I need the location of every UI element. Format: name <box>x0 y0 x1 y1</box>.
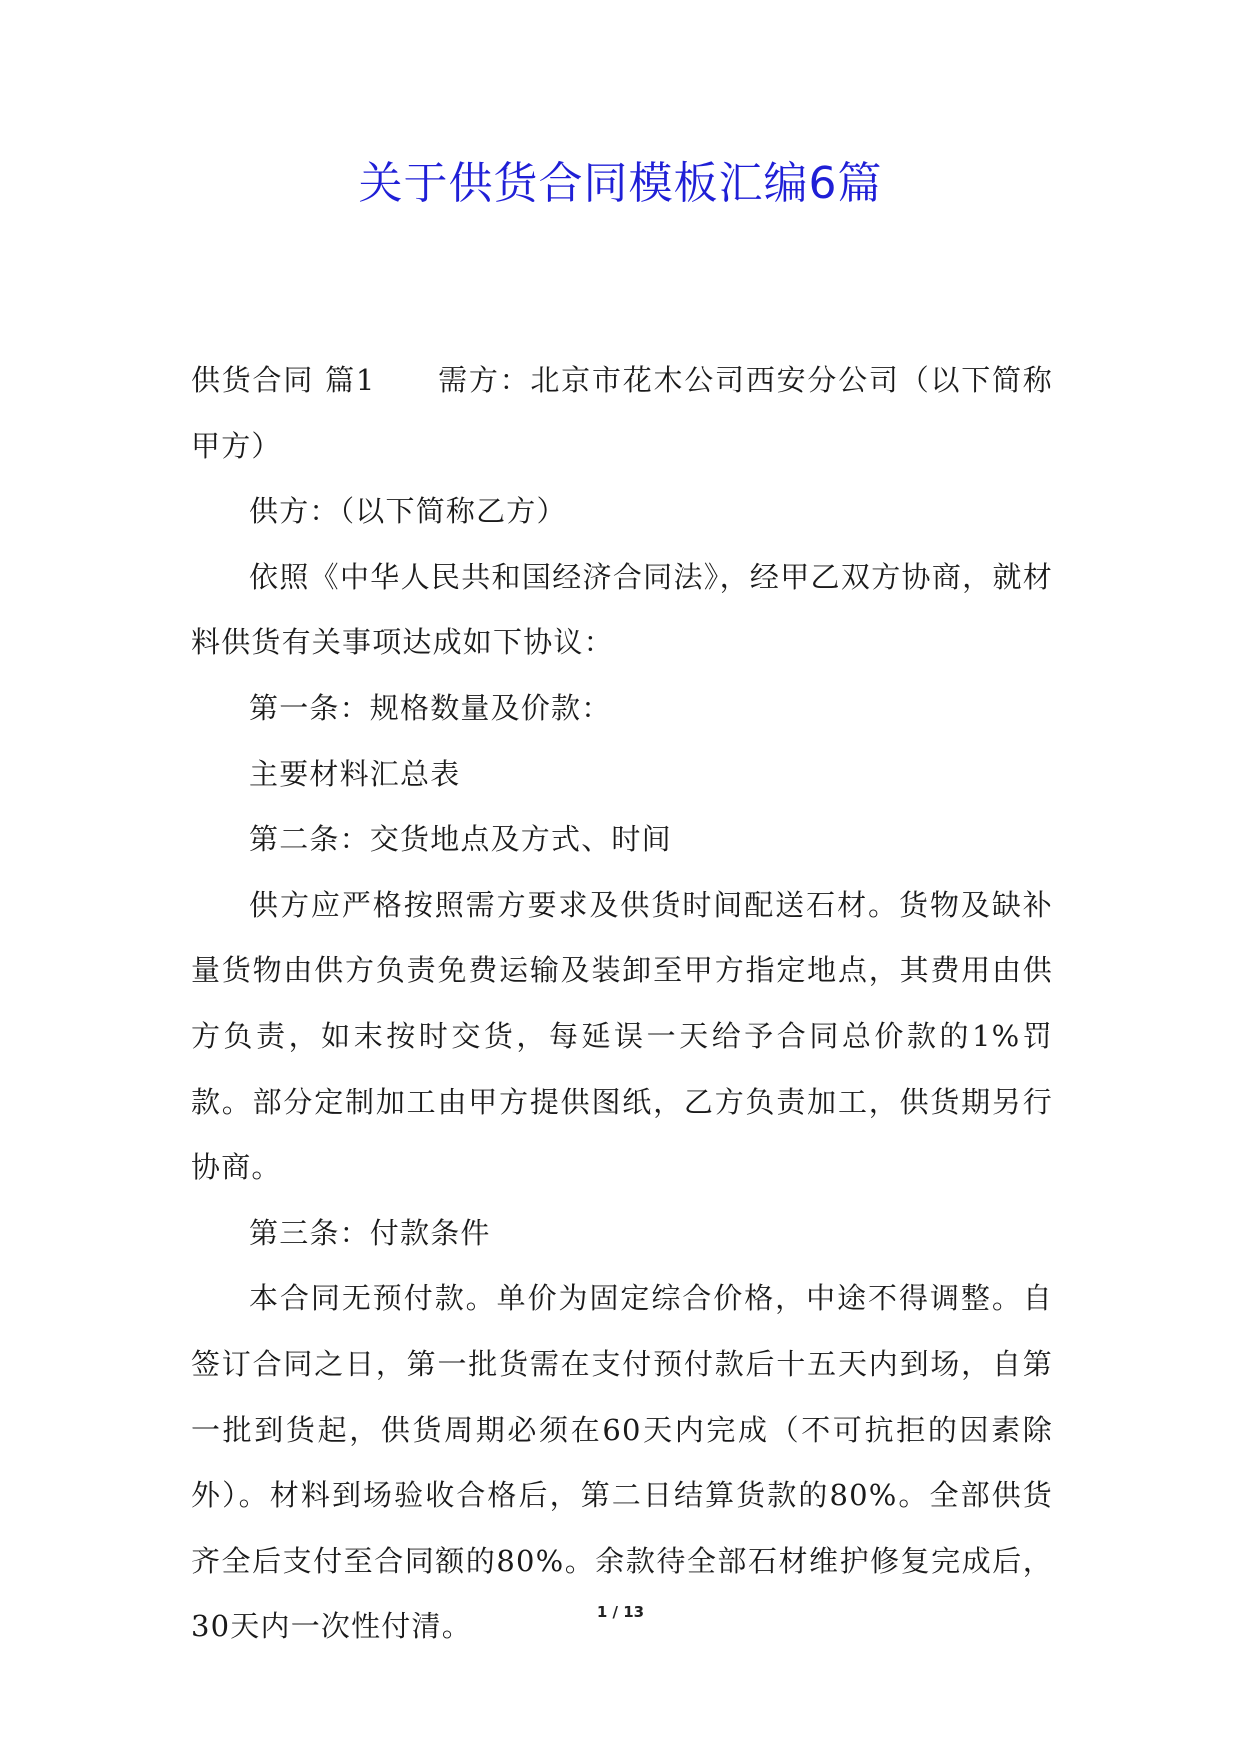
article-3-heading: 第三条：付款条件 <box>249 1215 491 1250</box>
document-body <box>191 348 1053 1660</box>
article-1-heading: 第一条：规格数量及价款： <box>249 690 612 725</box>
contract-heading: 供货合同 篇1 <box>191 363 376 397</box>
agreement-intro-paragraph: 依照《中华人民共和国经济合同法》，经甲乙双方协商，就材料供货有关事项达成如下协议： <box>191 559 1053 660</box>
payment-terms-paragraph: 本合同无预付款。单价为固定综合价格，中途不得调整。自签订合同之日，第一批货需在支付预付款后十五天内到场，自第一批到货起，供货周期必须在60天内完成（不可抗拒的因素除外）。材料到场验收合格后，第二日结算货款的80%。全部供货齐全后支付至合同额的80%。余款待全部石材维护修复完成后，30天内一次性付清。 <box>191 1281 1053 1644</box>
materials-summary-heading: 主要材料汇总表 <box>249 756 461 791</box>
supplier-party-paragraph: 供方：（以下简称乙方） <box>249 494 567 529</box>
article-2-heading: 第二条：交货地点及方式、时间 <box>249 822 672 857</box>
page-number: 1 / 13 <box>596 1603 645 1621</box>
contract-first-line <box>191 348 1053 479</box>
document-title: 关于供货合同模板汇编6篇 <box>358 158 883 209</box>
buyer-party-text: 需方：北京市花木公司西安分公司（以下简称甲方） <box>191 363 1053 463</box>
delivery-terms-paragraph: 供方应严格按照需方要求及供货时间配送石材。货物及缺补量货物由供方负责免费运输及装卸至甲方指定地点，其费用由供方负责，如末按时交货，每延误一天给予合同总价款的1%罚款。部分定制加工由甲方提供图纸，乙方负责加工，供货期另行协商。 <box>191 887 1053 1185</box>
